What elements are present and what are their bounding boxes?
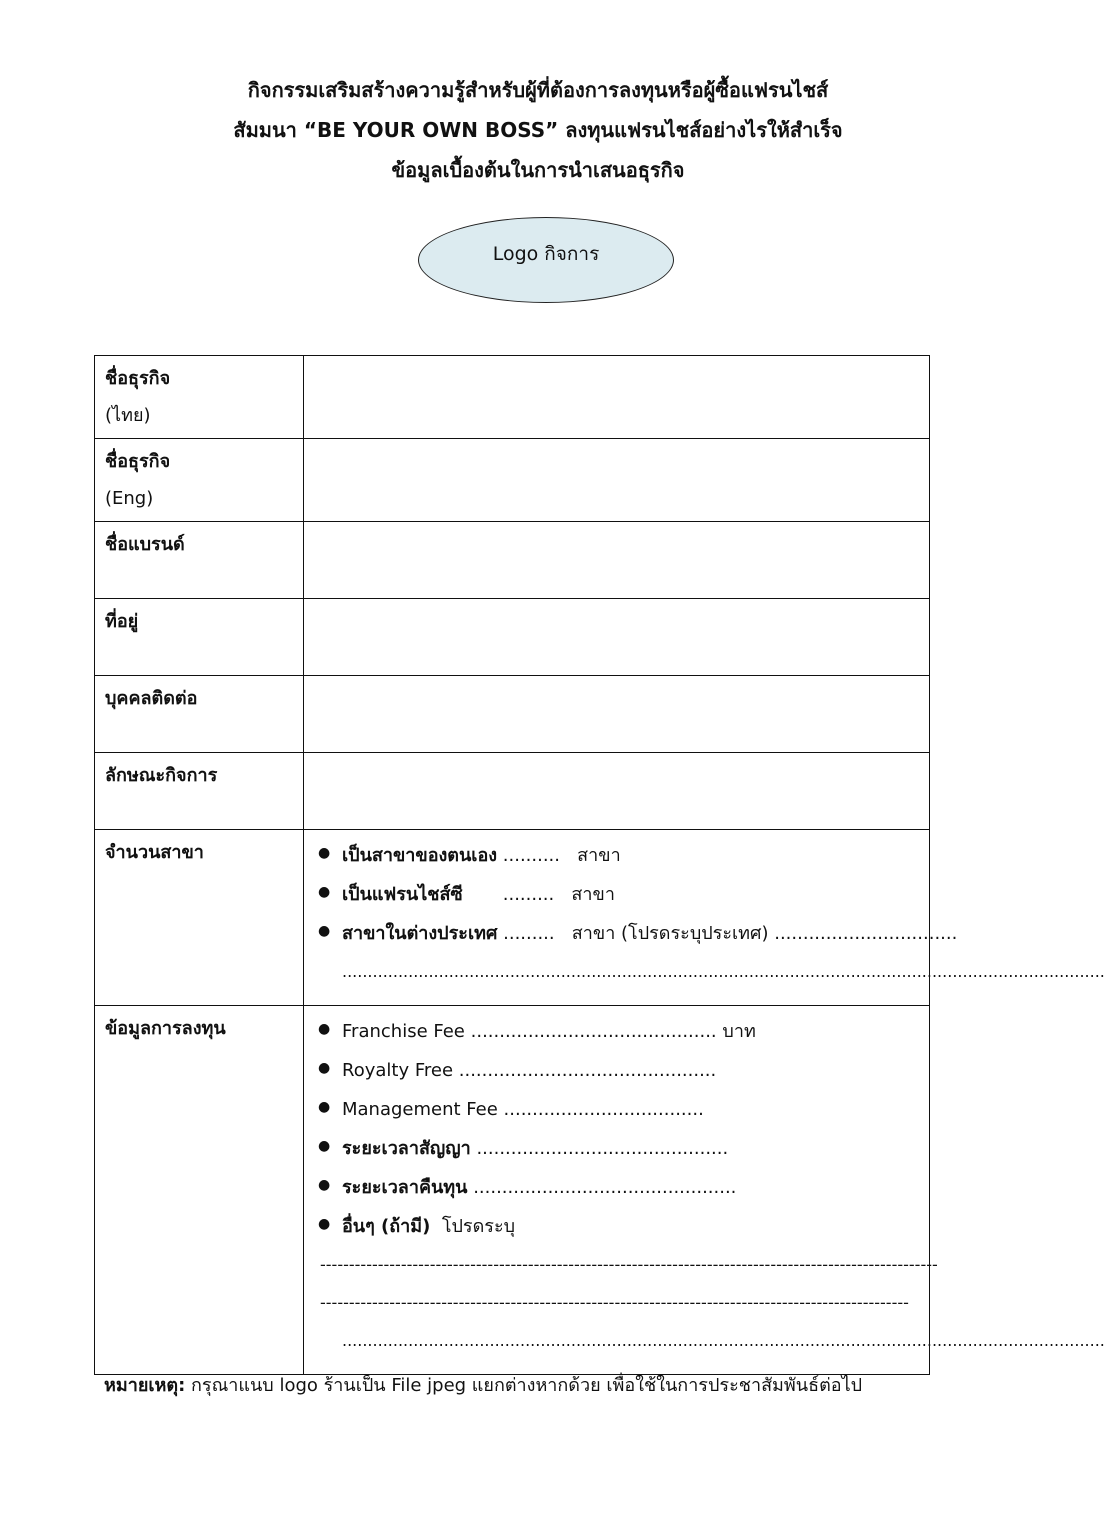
label-cell <box>95 1006 304 1375</box>
list-item[interactable] <box>318 836 929 875</box>
footnote <box>104 1370 862 1399</box>
own-branches-unit: สาขา <box>577 845 621 866</box>
franchisee-branches-unit: สาขา <box>571 884 615 905</box>
franchise-fee-unit: บาท <box>722 1021 756 1042</box>
management-fee-label: Management Fee <box>342 1099 498 1120</box>
logo-placeholder-label: Logo กิจการ <box>492 243 600 265</box>
list-item[interactable] <box>318 875 929 914</box>
branches-list <box>304 830 958 953</box>
overseas-branches-dots: ......... <box>503 923 555 944</box>
list-item[interactable] <box>318 1051 929 1090</box>
row-branches <box>95 830 930 1006</box>
row-business-name-en <box>95 439 930 522</box>
list-item[interactable] <box>318 1012 929 1051</box>
header-line-1: กิจกรรมเสริมสร้างความรู้สำหรับผู้ที่ต้องการลงทุนหรือผู้ซื้อแฟรนไชส์ <box>247 78 829 102</box>
label-cell <box>95 356 304 439</box>
header <box>0 70 1076 190</box>
others-dot-line-3[interactable]: ...................................................................................................................................................... <box>342 1331 1105 1350</box>
overseas-country-dots: ................................ <box>774 923 958 944</box>
business-name-en-field[interactable] <box>304 439 930 522</box>
franchisee-branches-label: เป็นแฟรนไชส์ซี <box>342 884 463 905</box>
franchise-fee-dots: ........................................... <box>470 1021 717 1042</box>
label-cell <box>95 439 304 522</box>
label-cell <box>95 522 304 599</box>
payback-period-dots: .............................................. <box>473 1177 737 1198</box>
contact-person-label: บุคคลติดต่อ <box>105 688 198 709</box>
list-item[interactable] <box>318 1129 929 1168</box>
business-name-th-sublabel: (ไทย) <box>105 405 151 426</box>
address-field[interactable] <box>304 599 930 676</box>
row-investment <box>95 1006 930 1375</box>
logo-placeholder[interactable] <box>418 217 674 303</box>
business-name-en-sublabel: (Eng) <box>105 488 154 509</box>
others-label: อื่นๆ (ถ้ามี) <box>342 1216 431 1237</box>
row-brand-name <box>95 522 930 599</box>
contract-period-label: ระยะเวลาสัญญา <box>342 1138 471 1159</box>
row-business-name-th <box>95 356 930 439</box>
franchise-fee-label: Franchise Fee <box>342 1021 465 1042</box>
row-address <box>95 599 930 676</box>
label-cell <box>95 599 304 676</box>
address-label: ที่อยู่ <box>105 611 139 632</box>
label-cell <box>95 830 304 1006</box>
others-note: โปรดระบุ <box>441 1216 516 1237</box>
business-name-th-field[interactable] <box>304 356 930 439</box>
others-dash-line-2[interactable]: ------------------------------------------------------------------------------------------------------ <box>320 1293 909 1312</box>
branches-continuation-line[interactable]: ...................................................................................................................................................... <box>342 962 1105 981</box>
brand-name-field[interactable] <box>304 522 930 599</box>
row-business-type <box>95 753 930 830</box>
management-fee-dots: ................................... <box>503 1099 704 1120</box>
investment-label: ข้อมูลการลงทุน <box>105 1018 226 1039</box>
overseas-branches-label: สาขาในต่างประเทศ <box>342 923 498 944</box>
header-line-3: ข้อมูลเบื้องต้นในการนำเสนอธุรกิจ <box>391 158 685 182</box>
investment-field <box>304 1006 1105 1375</box>
contact-person-field[interactable] <box>304 676 930 753</box>
list-item[interactable] <box>318 1090 929 1129</box>
royalty-fee-dots: ............................................. <box>458 1060 717 1081</box>
footnote-label: หมายเหตุ: <box>104 1375 186 1396</box>
business-name-th-label: ชื่อธุรกิจ <box>105 368 171 389</box>
own-branches-label: เป็นสาขาของตนเอง <box>342 845 498 866</box>
own-branches-dots: .......... <box>502 845 560 866</box>
footnote-text: กรุณาแนบ logo ร้านเป็น File jpeg แยกต่างหากด้วย เพื่อใช้ในการประชาสัมพันธ์ต่อไป <box>191 1375 863 1396</box>
branches-field <box>304 830 1105 1006</box>
row-contact-person <box>95 676 930 753</box>
overseas-branches-unit: สาขา (โปรดระบุประเทศ) <box>571 923 769 944</box>
branches-label: จำนวนสาขา <box>105 842 204 863</box>
list-item[interactable] <box>318 1207 929 1246</box>
franchisee-branches-dots: ......... <box>502 884 555 905</box>
label-cell <box>95 753 304 830</box>
business-info-form <box>94 355 1105 1375</box>
payback-period-label: ระยะเวลาคืนทุน <box>342 1177 468 1198</box>
investment-list <box>304 1006 929 1246</box>
contract-period-dots: ............................................ <box>476 1138 729 1159</box>
business-type-field[interactable] <box>304 753 930 830</box>
header-line-2: สัมมนา “BE YOUR OWN BOSS” ลงทุนแฟรนไชส์อย่างไรให้สำเร็จ <box>233 118 843 142</box>
others-dash-line-1[interactable]: ----------------------------------------------------------------------------------------------------------- <box>320 1255 938 1274</box>
list-item[interactable] <box>318 914 958 953</box>
royalty-fee-label: Royalty Free <box>342 1060 454 1081</box>
label-cell <box>95 676 304 753</box>
brand-name-label: ชื่อแบรนด์ <box>105 534 185 555</box>
list-item[interactable] <box>318 1168 929 1207</box>
business-name-en-label: ชื่อธุรกิจ <box>105 451 171 472</box>
business-type-label: ลักษณะกิจการ <box>105 765 218 786</box>
